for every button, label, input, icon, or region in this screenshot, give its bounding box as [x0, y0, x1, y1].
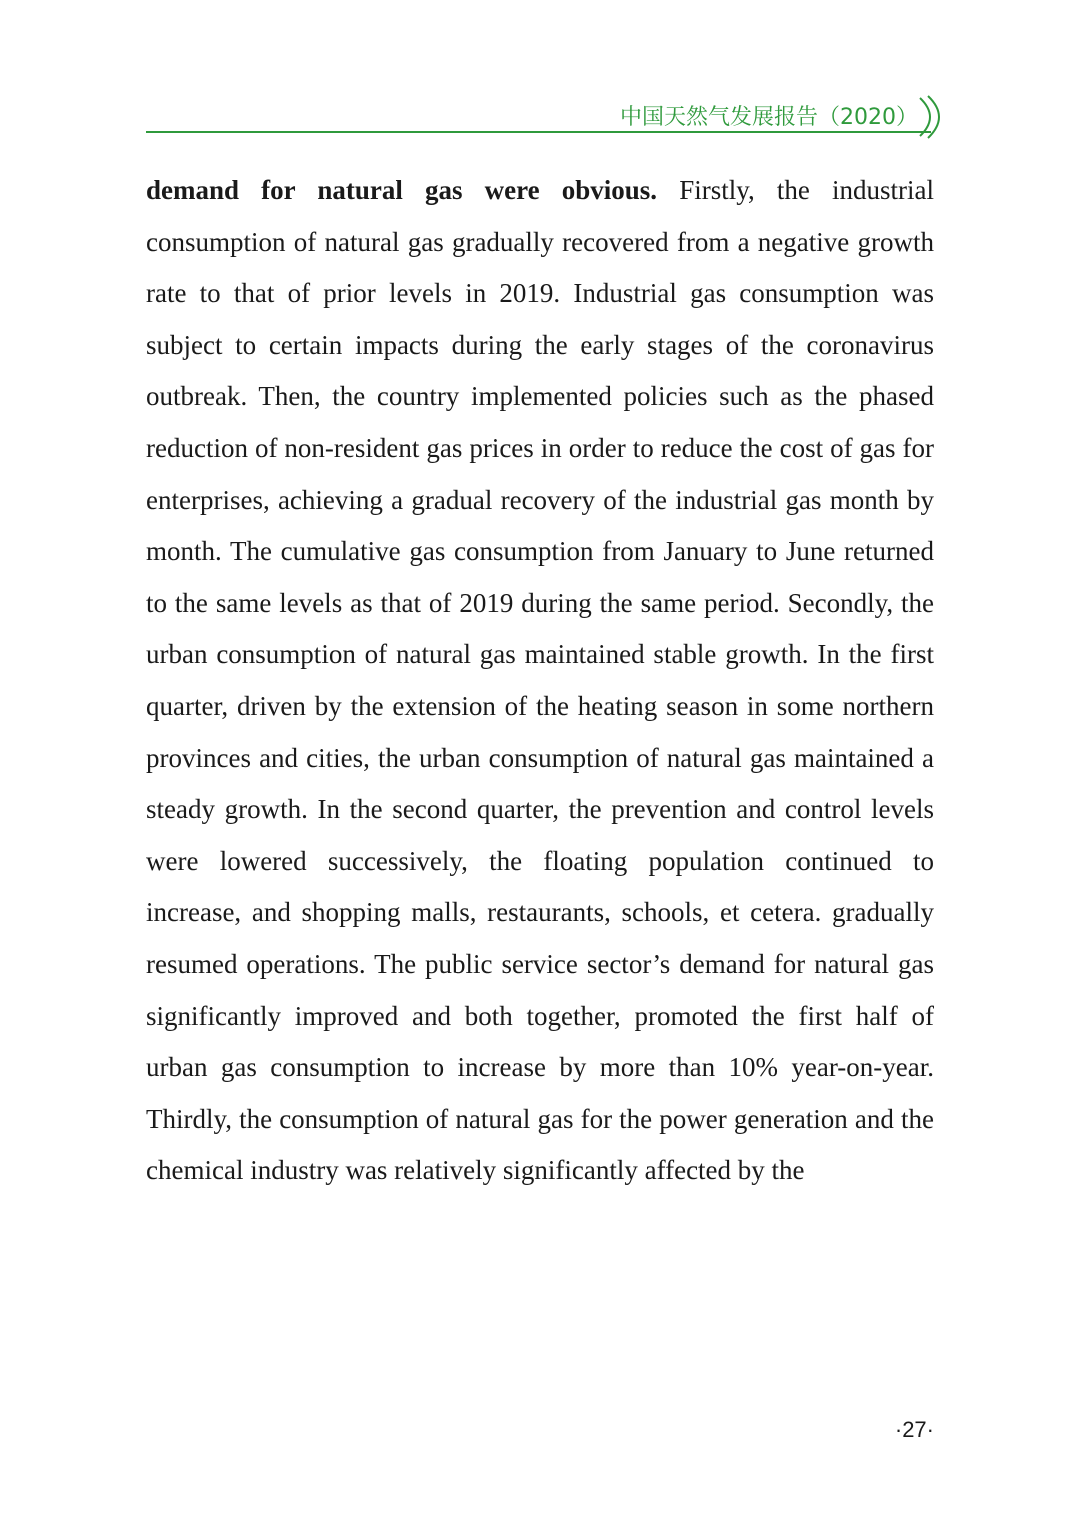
paragraph-text: Firstly, the industrial consumption of natural gas gradually recovered from a negative growth rate to that of prior levels in 2019. Industrial gas consumption was subject to certain impacts during the early stages of the coronavirus outbreak. Then, the country implemented policies such as the phased reduction of non-resident gas prices in order to reduce the cost of gas for enterprises, achieving a gradual recovery of the industrial gas month by month. The cumulative gas consumption from January to June returned to the same levels as that of 2019 during the same period. Secondly, the urban consumption of natural gas maintained stable growth. In the first quarter, driven by the extension of the heating season in some northern provinces and cities, the urban consumption of natural gas maintained a steady growth. In the second quarter, the prevention and control levels were lowered successively, the floating population continued to increase, and shopping malls, restaurants, schools, et cetera. gradually resumed operations. The public service sector’s demand for natural gas significantly improved and both together, promoted the first half of urban gas consumption to increase by more than 10% year-on-year. Thirdly, the consumption of natural gas for the power generation and the chemical industry was relatively significantly affected by the [146, 175, 934, 1186]
header-rule [146, 131, 931, 133]
running-header-title: 中国天然气发展报告（2020） [620, 105, 918, 130]
page-number: ·27· [894, 1417, 934, 1442]
paragraph-lead-bold: demand for natural gas were obvious. [146, 175, 658, 205]
body-paragraph [146, 165, 934, 1197]
header-bracket-ornament [910, 94, 950, 140]
